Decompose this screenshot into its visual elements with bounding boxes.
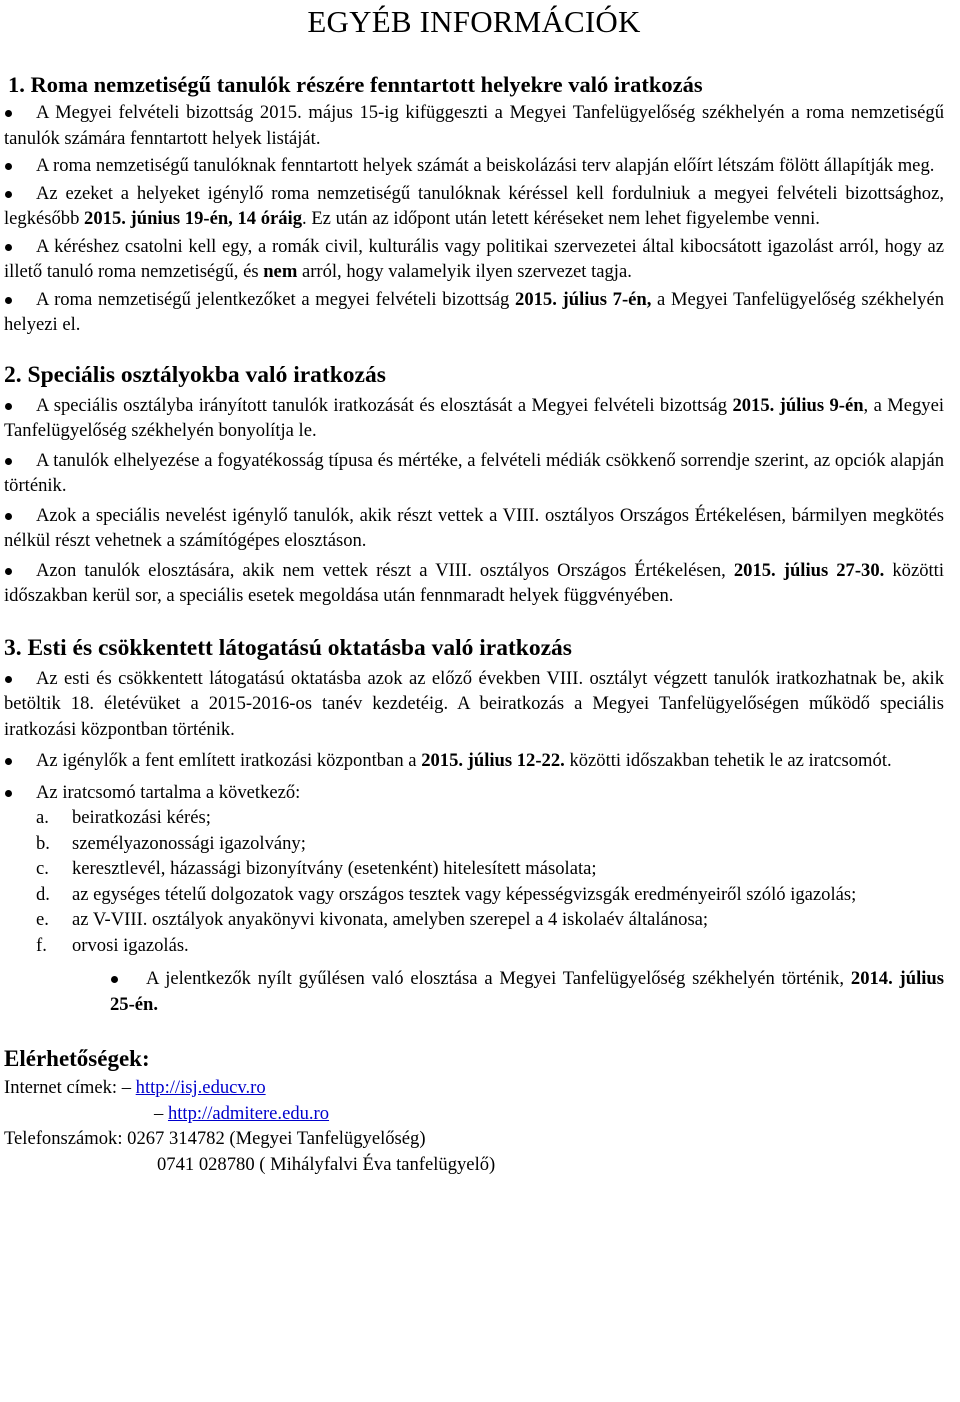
list-item: A Megyei felvételi bizottság 2015. május 15-ig kifüggeszti a Megyei Tanfelügyelőség székhelyén a roma nemzetiségű tanulók számára fenntartott helyek listáját. — [4, 102, 944, 149]
list-item: a. beiratkozási kérés; — [36, 807, 211, 828]
bullet-icon — [5, 676, 12, 683]
list-item: e. az V-VIII. osztályok anyakönyvi kivonata, amelyben szerepel a 4 iskolaév általánosa; — [36, 909, 709, 930]
list-item: Az esti és csökkentett látogatású oktatásba azok az előző években VIII. osztályt végzett tanulók iratkozhatnak be, akik betöltik 18. életévüket a 2015-2016-os tanév kezdetéig. A beiratkozás a Megyei Tanfelügyelőségen működő speciális iratkozási központban történik. — [4, 667, 944, 740]
section-3-heading: 3. Esti és csökkentett látogatású oktatásba való iratkozás — [4, 634, 572, 661]
link-isj[interactable]: http://isj.educv.ro — [135, 1077, 266, 1098]
list-item: Az igénylők a fent említett iratkozási központban a 2015. július 12-22. közötti időszakban tehetik le az iratcsomót. — [4, 748, 944, 774]
contacts-heading: Elérhetőségek: — [4, 1046, 150, 1071]
bullet-icon — [5, 513, 12, 520]
page-title: EGYÉB INFORMÁCIÓK — [307, 4, 641, 39]
bullet-icon — [5, 790, 12, 797]
bullet-icon — [5, 458, 12, 465]
section-1 — [4, 71, 944, 338]
bullet-icon — [111, 976, 118, 983]
section-2 — [4, 361, 944, 609]
document-list — [4, 805, 944, 958]
bullet-icon — [5, 568, 12, 575]
section-1-heading: 1. Roma nemzetiségű tanulók részére fenntartott helyekre való iratkozás — [8, 72, 703, 97]
list-item: A tanulók elhelyezése a fogyatékosság típusa és mértéke, a felvételi médiák csökkenő sorrendje szerint, az opciók alapján történik. — [4, 449, 944, 496]
phone-numbers: Telefonszámok: 0267 314782 (Megyei Tanfelügyelőség) — [4, 1128, 426, 1149]
section-3 — [4, 634, 944, 1018]
list-item: c. keresztlevél, házassági bizonyítvány (esetenként) hitelesített másolata; — [36, 858, 597, 879]
bullet-icon — [5, 191, 12, 198]
web-addresses: Internet címek: – http://isj.educv.ro — [4, 1077, 266, 1098]
list-item: Az ezeket a helyeket igénylő roma nemzetiségű tanulóknak kéréssel kell fordulniuk a megyei felvételi bizottsághoz, legkésőbb 2015. június 19-én, 14 óráig. Ez után az időpont után letett kéréseket nem lehet figyelembe venni. — [4, 182, 944, 229]
list-item: A speciális osztályba irányított tanulók iratkozását és elosztását a Megyei felvételi bizottság 2015. július 9-én, a Megyei Tanfelügyelőség székhelyén bonyolítja le. — [4, 394, 944, 441]
bullet-icon — [5, 403, 12, 410]
section-2-heading: 2. Speciális osztályokba való iratkozás — [4, 361, 386, 388]
bullet-icon — [5, 758, 12, 765]
list-item: A roma nemzetiségű jelentkezőket a megyei felvételi bizottság 2015. július 7-én, a Megyei Tanfelügyelőség székhelyén helyezi el. — [4, 288, 944, 335]
list-item: A jelentkezők nyílt gyűlésen való elosztása a Megyei Tanfelügyelőség székhelyén történik, 2014. július 25-én. — [110, 968, 944, 1015]
phone-number-2: 0741 028780 ( Mihályfalvi Éva tanfelügyelő) — [157, 1153, 496, 1175]
bullet-icon — [5, 110, 12, 117]
bullet-icon — [5, 163, 12, 170]
list-item: d. az egységes tételű dolgozatok vagy országos tesztek vagy képességvizsgák eredményeiről szóló igazolás; — [36, 883, 857, 905]
link-admitere[interactable]: http://admitere.edu.ro — [167, 1102, 330, 1124]
list-item: A roma nemzetiségű tanulóknak fenntartott helyek számát a beiskolázási terv alapján előírt létszám fölött állapítják meg. — [4, 153, 944, 179]
document-page — [4, 0, 944, 1177]
list-item: Az iratcsomó tartalma a következő: — [4, 780, 944, 806]
bullet-icon — [5, 244, 12, 251]
list-item: A kéréshez csatolni kell egy, a romák civil, kulturális vagy politikai szervezetei által kibocsátott igazolást arról, hogy az illető tanuló roma nemzetiségű, és nem arról, hogy valamelyik ilyen szervezet tagja. — [4, 235, 944, 282]
list-item: f. orvosi igazolás. — [36, 934, 189, 956]
contacts-section — [4, 1045, 944, 1177]
list-item: Azon tanulók elosztására, akik nem vettek részt a VIII. osztályos Országos Értékelésen, 2015. július 27-30. közötti időszakban kerül sor, a speciális esetek megoldása után fennmaradt helyek függvényében. — [4, 559, 944, 606]
web-address-2: – http://admitere.edu.ro — [154, 1102, 330, 1124]
list-item: b. személyazonossági igazolvány; — [36, 832, 306, 854]
bullet-icon — [5, 297, 12, 304]
list-item: Azok a speciális nevelést igénylő tanulók, akik részt vettek a VIII. osztályos Országos Értékelésen, bármilyen megkötés nélkül részt vehetnek a számítógépes elosztáson. — [4, 504, 944, 551]
